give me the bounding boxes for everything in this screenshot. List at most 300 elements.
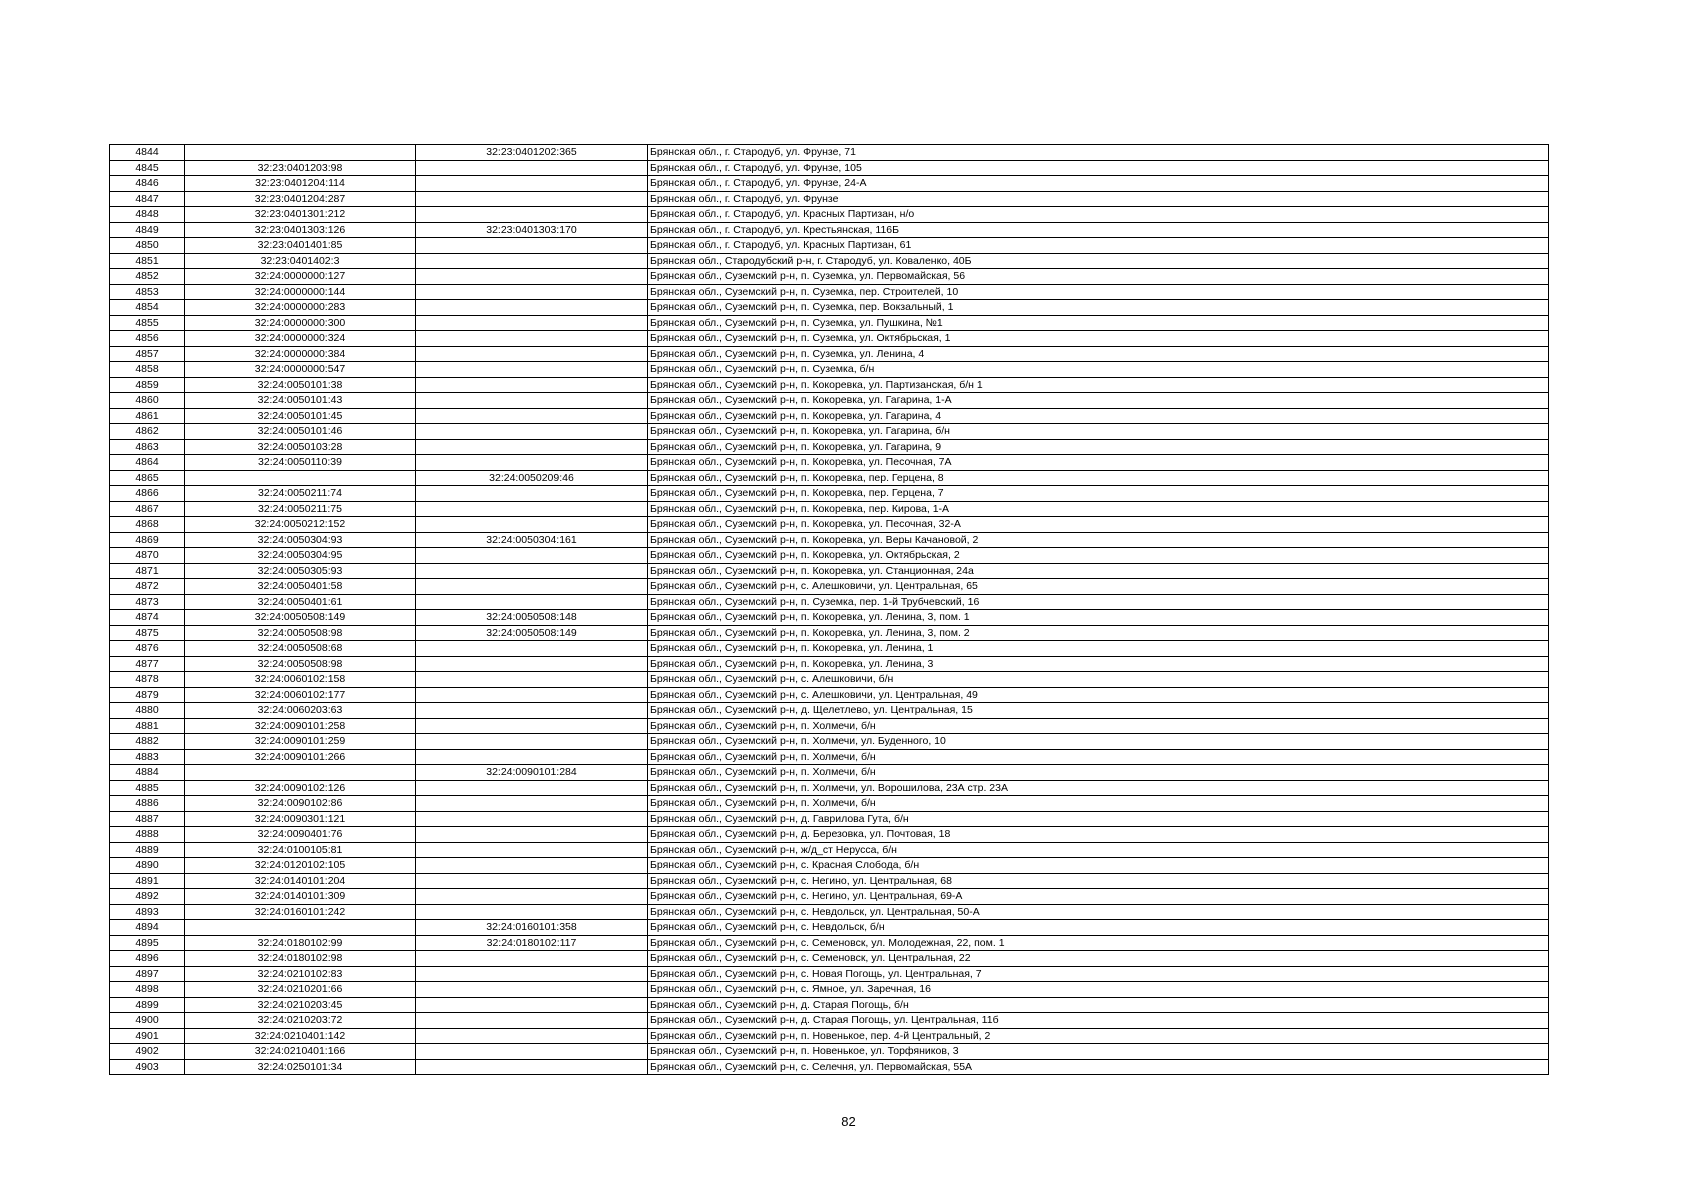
related-cadastral-number-cell xyxy=(416,889,648,905)
cadastral-number-cell: 32:24:0210102:83 xyxy=(185,966,416,982)
address-cell: Брянская обл., Суземский р-н, д. Старая Погощь, б/н xyxy=(648,997,1549,1013)
cadastral-number-cell: 32:24:0210401:142 xyxy=(185,1028,416,1044)
table-row xyxy=(110,672,1549,688)
row-number-cell: 4894 xyxy=(110,920,185,936)
address-cell: Брянская обл., Суземский р-н, д. Щелетлево, ул. Центральная, 15 xyxy=(648,703,1549,719)
related-cadastral-number-cell xyxy=(416,1044,648,1060)
address-cell: Брянская обл., г. Стародуб, ул. Фрунзе, 24-А xyxy=(648,176,1549,192)
cadastral-number-cell: 32:24:0050103:28 xyxy=(185,439,416,455)
cadastral-number-cell: 32:24:0000000:144 xyxy=(185,284,416,300)
address-cell: Брянская обл., Суземский р-н, с. Селечня, ул. Первомайская, 55А xyxy=(648,1059,1549,1075)
cadastral-number-cell: 32:24:0050304:95 xyxy=(185,548,416,564)
address-cell: Брянская обл., Суземский р-н, п. Суземка, пер. 1-й Трубчевский, 16 xyxy=(648,594,1549,610)
cadastral-number-cell: 32:24:0050401:58 xyxy=(185,579,416,595)
cadastral-number-cell: 32:24:0000000:283 xyxy=(185,300,416,316)
cadastral-number-cell: 32:24:0100105:81 xyxy=(185,842,416,858)
cadastral-number-cell: 32:24:0180102:98 xyxy=(185,951,416,967)
related-cadastral-number-cell xyxy=(416,966,648,982)
address-cell: Брянская обл., Суземский р-н, п. Кокоревка, ул. Ленина, 3 xyxy=(648,656,1549,672)
cadastral-number-cell: 32:24:0090102:126 xyxy=(185,780,416,796)
cadastral-number-cell: 32:24:0090101:258 xyxy=(185,718,416,734)
address-cell: Брянская обл., Суземский р-н, п. Кокоревка, ул. Гагарина, 9 xyxy=(648,439,1549,455)
address-cell: Брянская обл., Суземский р-н, п. Кокоревка, пер. Герцена, 7 xyxy=(648,486,1549,502)
cadastral-number-cell: 32:24:0050101:43 xyxy=(185,393,416,409)
row-number-cell: 4869 xyxy=(110,532,185,548)
table-row xyxy=(110,889,1549,905)
row-number-cell: 4871 xyxy=(110,563,185,579)
related-cadastral-number-cell xyxy=(416,563,648,579)
related-cadastral-number-cell xyxy=(416,687,648,703)
related-cadastral-number-cell: 32:24:0050508:148 xyxy=(416,610,648,626)
row-number-cell: 4870 xyxy=(110,548,185,564)
row-number-cell: 4857 xyxy=(110,346,185,362)
address-cell: Брянская обл., Суземский р-н, п. Суземка, ул. Первомайская, 56 xyxy=(648,269,1549,285)
related-cadastral-number-cell xyxy=(416,718,648,734)
row-number-cell: 4861 xyxy=(110,408,185,424)
address-cell: Брянская обл., Суземский р-н, с. Красная Слобода, б/н xyxy=(648,858,1549,874)
row-number-cell: 4846 xyxy=(110,176,185,192)
address-cell: Брянская обл., Суземский р-н, п. Кокоревка, ул. Ленина, 3, пом. 2 xyxy=(648,625,1549,641)
related-cadastral-number-cell xyxy=(416,238,648,254)
row-number-cell: 4845 xyxy=(110,160,185,176)
address-cell: Брянская обл., Суземский р-н, д. Гаврилова Гута, б/н xyxy=(648,811,1549,827)
cadastral-number-cell: 32:24:0210401:166 xyxy=(185,1044,416,1060)
row-number-cell: 4864 xyxy=(110,455,185,471)
cadastral-number-cell: 32:24:0120102:105 xyxy=(185,858,416,874)
address-cell: Брянская обл., г. Стародуб, ул. Красных Партизан, 61 xyxy=(648,238,1549,254)
table-row xyxy=(110,160,1549,176)
table-row xyxy=(110,145,1549,161)
address-cell: Брянская обл., г. Стародуб, ул. Фрунзе xyxy=(648,191,1549,207)
table-row xyxy=(110,424,1549,440)
related-cadastral-number-cell xyxy=(416,377,648,393)
cadastral-number-cell: 32:23:0401303:126 xyxy=(185,222,416,238)
table-row xyxy=(110,1059,1549,1075)
row-number-cell: 4872 xyxy=(110,579,185,595)
row-number-cell: 4855 xyxy=(110,315,185,331)
row-number-cell: 4877 xyxy=(110,656,185,672)
row-number-cell: 4859 xyxy=(110,377,185,393)
table-row xyxy=(110,641,1549,657)
cadastral-number-cell xyxy=(185,470,416,486)
cadastral-number-cell: 32:24:0060102:158 xyxy=(185,672,416,688)
address-cell: Брянская обл., г. Стародуб, ул. Фрунзе, 71 xyxy=(648,145,1549,161)
related-cadastral-number-cell xyxy=(416,160,648,176)
table-row xyxy=(110,873,1549,889)
address-cell: Брянская обл., Суземский р-н, п. Кокоревка, пер. Герцена, 8 xyxy=(648,470,1549,486)
related-cadastral-number-cell: 32:23:0401303:170 xyxy=(416,222,648,238)
row-number-cell: 4881 xyxy=(110,718,185,734)
address-cell: Брянская обл., Суземский р-н, п. Кокоревка, ул. Гагарина, 4 xyxy=(648,408,1549,424)
table-row xyxy=(110,548,1549,564)
table-row xyxy=(110,346,1549,362)
cadastral-number-cell xyxy=(185,765,416,781)
row-number-cell: 4844 xyxy=(110,145,185,161)
related-cadastral-number-cell xyxy=(416,1028,648,1044)
address-cell: Брянская обл., Суземский р-н, п. Новенькое, пер. 4-й Центральный, 2 xyxy=(648,1028,1549,1044)
table-row xyxy=(110,997,1549,1013)
cadastral-number-cell: 32:24:0000000:300 xyxy=(185,315,416,331)
related-cadastral-number-cell xyxy=(416,486,648,502)
table-row xyxy=(110,1013,1549,1029)
cadastral-number-cell: 32:24:0060203:63 xyxy=(185,703,416,719)
table-row xyxy=(110,315,1549,331)
row-number-cell: 4889 xyxy=(110,842,185,858)
related-cadastral-number-cell xyxy=(416,439,648,455)
address-cell: Брянская обл., Суземский р-н, п. Холмечи, ул. Ворошилова, 23А стр. 23А xyxy=(648,780,1549,796)
related-cadastral-number-cell xyxy=(416,656,648,672)
row-number-cell: 4884 xyxy=(110,765,185,781)
table-row xyxy=(110,207,1549,223)
table-row xyxy=(110,749,1549,765)
related-cadastral-number-cell xyxy=(416,842,648,858)
row-number-cell: 4862 xyxy=(110,424,185,440)
related-cadastral-number-cell xyxy=(416,579,648,595)
row-number-cell: 4886 xyxy=(110,796,185,812)
table-row xyxy=(110,269,1549,285)
row-number-cell: 4899 xyxy=(110,997,185,1013)
address-cell: Брянская обл., Суземский р-н, д. Старая Погощь, ул. Центральная, 11б xyxy=(648,1013,1549,1029)
table-row xyxy=(110,253,1549,269)
cadastral-number-cell: 32:24:0210201:66 xyxy=(185,982,416,998)
table-row xyxy=(110,796,1549,812)
row-number-cell: 4851 xyxy=(110,253,185,269)
related-cadastral-number-cell xyxy=(416,501,648,517)
address-cell: Брянская обл., Суземский р-н, с. Семеновск, ул. Центральная, 22 xyxy=(648,951,1549,967)
row-number-cell: 4873 xyxy=(110,594,185,610)
related-cadastral-number-cell xyxy=(416,253,648,269)
cadastral-number-cell: 32:24:0050508:68 xyxy=(185,641,416,657)
table-row xyxy=(110,579,1549,595)
row-number-cell: 4853 xyxy=(110,284,185,300)
table-row xyxy=(110,222,1549,238)
related-cadastral-number-cell xyxy=(416,641,648,657)
row-number-cell: 4850 xyxy=(110,238,185,254)
table-row xyxy=(110,951,1549,967)
table-row xyxy=(110,858,1549,874)
cadastral-number-cell: 32:24:0160101:242 xyxy=(185,904,416,920)
table-row xyxy=(110,176,1549,192)
related-cadastral-number-cell: 32:24:0050508:149 xyxy=(416,625,648,641)
address-cell: Брянская обл., Суземский р-н, с. Невдольск, ул. Центральная, 50-А xyxy=(648,904,1549,920)
related-cadastral-number-cell xyxy=(416,284,648,300)
table-row xyxy=(110,920,1549,936)
related-cadastral-number-cell: 32:24:0180102:117 xyxy=(416,935,648,951)
related-cadastral-number-cell xyxy=(416,982,648,998)
related-cadastral-number-cell xyxy=(416,315,648,331)
row-number-cell: 4897 xyxy=(110,966,185,982)
cadastral-number-cell: 32:24:0210203:45 xyxy=(185,997,416,1013)
row-number-cell: 4896 xyxy=(110,951,185,967)
row-number-cell: 4891 xyxy=(110,873,185,889)
related-cadastral-number-cell xyxy=(416,780,648,796)
table-row xyxy=(110,827,1549,843)
cadastral-number-cell: 32:24:0140101:309 xyxy=(185,889,416,905)
cadastral-number-cell xyxy=(185,920,416,936)
related-cadastral-number-cell xyxy=(416,269,648,285)
related-cadastral-number-cell: 32:24:0160101:358 xyxy=(416,920,648,936)
related-cadastral-number-cell: 32:24:0050304:161 xyxy=(416,532,648,548)
row-number-cell: 4883 xyxy=(110,749,185,765)
table-row xyxy=(110,765,1549,781)
address-cell: Брянская обл., Суземский р-н, с. Ямное, ул. Заречная, 16 xyxy=(648,982,1549,998)
related-cadastral-number-cell xyxy=(416,997,648,1013)
cadastral-number-cell: 32:24:0050101:46 xyxy=(185,424,416,440)
address-cell: Брянская обл., Суземский р-н, п. Кокоревка, ул. Октябрьская, 2 xyxy=(648,548,1549,564)
address-cell: Брянская обл., г. Стародуб, ул. Красных Партизан, н/о xyxy=(648,207,1549,223)
row-number-cell: 4858 xyxy=(110,362,185,378)
related-cadastral-number-cell xyxy=(416,873,648,889)
row-number-cell: 4867 xyxy=(110,501,185,517)
row-number-cell: 4865 xyxy=(110,470,185,486)
cadastral-number-cell: 32:23:0401402:3 xyxy=(185,253,416,269)
cadastral-number-cell: 32:24:0250101:34 xyxy=(185,1059,416,1075)
cadastral-number-cell: 32:24:0050212:152 xyxy=(185,517,416,533)
address-cell: Брянская обл., Суземский р-н, п. Кокоревка, ул. Песочная, 32-А xyxy=(648,517,1549,533)
table-row xyxy=(110,780,1549,796)
address-cell: Брянская обл., Суземский р-н, с. Алешковичи, ул. Центральная, 49 xyxy=(648,687,1549,703)
row-number-cell: 4885 xyxy=(110,780,185,796)
address-cell: Брянская обл., Суземский р-н, п. Суземка, пер. Вокзальный, 1 xyxy=(648,300,1549,316)
row-number-cell: 4860 xyxy=(110,393,185,409)
related-cadastral-number-cell xyxy=(416,176,648,192)
related-cadastral-number-cell xyxy=(416,548,648,564)
cadastral-number-cell: 32:24:0050211:75 xyxy=(185,501,416,517)
related-cadastral-number-cell xyxy=(416,796,648,812)
table-row xyxy=(110,501,1549,517)
address-cell: Брянская обл., Суземский р-н, п. Кокоревка, пер. Кирова, 1-А xyxy=(648,501,1549,517)
related-cadastral-number-cell xyxy=(416,346,648,362)
cadastral-number-cell: 32:24:0090401:76 xyxy=(185,827,416,843)
table-row xyxy=(110,656,1549,672)
cadastral-number-cell: 32:24:0050401:61 xyxy=(185,594,416,610)
address-cell: Брянская обл., Суземский р-н, с. Семеновск, ул. Молодежная, 22, пом. 1 xyxy=(648,935,1549,951)
row-number-cell: 4852 xyxy=(110,269,185,285)
address-cell: Брянская обл., Суземский р-н, д. Березовка, ул. Почтовая, 18 xyxy=(648,827,1549,843)
address-cell: Брянская обл., Суземский р-н, п. Холмечи, б/н xyxy=(648,718,1549,734)
table-row xyxy=(110,610,1549,626)
related-cadastral-number-cell xyxy=(416,827,648,843)
cadastral-number-cell: 32:24:0210203:72 xyxy=(185,1013,416,1029)
related-cadastral-number-cell xyxy=(416,811,648,827)
row-number-cell: 4898 xyxy=(110,982,185,998)
row-number-cell: 4901 xyxy=(110,1028,185,1044)
cadastral-number-cell: 32:24:0050508:149 xyxy=(185,610,416,626)
related-cadastral-number-cell xyxy=(416,424,648,440)
row-number-cell: 4874 xyxy=(110,610,185,626)
cadastral-number-cell: 32:24:0000000:324 xyxy=(185,331,416,347)
address-cell: Брянская обл., Суземский р-н, с. Алешковичи, б/н xyxy=(648,672,1549,688)
row-number-cell: 4863 xyxy=(110,439,185,455)
related-cadastral-number-cell: 32:23:0401202:365 xyxy=(416,145,648,161)
related-cadastral-number-cell xyxy=(416,393,648,409)
table-row xyxy=(110,191,1549,207)
cadastral-number-cell: 32:23:0401301:212 xyxy=(185,207,416,223)
address-cell: Брянская обл., г. Стародуб, ул. Фрунзе, 105 xyxy=(648,160,1549,176)
address-cell: Брянская обл., Стародубский р-н, г. Стародуб, ул. Коваленко, 40Б xyxy=(648,253,1549,269)
row-number-cell: 4903 xyxy=(110,1059,185,1075)
related-cadastral-number-cell xyxy=(416,517,648,533)
address-cell: Брянская обл., Суземский р-н, п. Холмечи, б/н xyxy=(648,765,1549,781)
address-cell: Брянская обл., Суземский р-н, п. Холмечи, б/н xyxy=(648,749,1549,765)
cadastral-number-cell: 32:24:0000000:547 xyxy=(185,362,416,378)
row-number-cell: 4879 xyxy=(110,687,185,703)
table-row xyxy=(110,331,1549,347)
cadastral-number-cell: 32:24:0050508:98 xyxy=(185,625,416,641)
table-row xyxy=(110,408,1549,424)
table-row xyxy=(110,455,1549,471)
address-cell: Брянская обл., Суземский р-н, п. Кокоревка, ул. Веры Качановой, 2 xyxy=(648,532,1549,548)
row-number-cell: 4878 xyxy=(110,672,185,688)
related-cadastral-number-cell xyxy=(416,455,648,471)
row-number-cell: 4848 xyxy=(110,207,185,223)
table-row xyxy=(110,300,1549,316)
related-cadastral-number-cell xyxy=(416,207,648,223)
table-row xyxy=(110,625,1549,641)
address-cell: Брянская обл., Суземский р-н, п. Кокоревка, ул. Гагарина, 1-А xyxy=(648,393,1549,409)
table-row xyxy=(110,486,1549,502)
row-number-cell: 4888 xyxy=(110,827,185,843)
table-row xyxy=(110,842,1549,858)
cadastral-number-cell: 32:24:0050304:93 xyxy=(185,532,416,548)
row-number-cell: 4893 xyxy=(110,904,185,920)
address-cell: Брянская обл., Суземский р-н, п. Кокоревка, ул. Партизанская, б/н 1 xyxy=(648,377,1549,393)
related-cadastral-number-cell xyxy=(416,703,648,719)
table-row xyxy=(110,718,1549,734)
cadastral-number-cell: 32:24:0050211:74 xyxy=(185,486,416,502)
related-cadastral-number-cell: 32:24:0050209:46 xyxy=(416,470,648,486)
cadastral-number-cell: 32:23:0401204:287 xyxy=(185,191,416,207)
row-number-cell: 4875 xyxy=(110,625,185,641)
related-cadastral-number-cell xyxy=(416,749,648,765)
table-row xyxy=(110,377,1549,393)
address-cell: Брянская обл., Суземский р-н, п. Суземка, пер. Строителей, 10 xyxy=(648,284,1549,300)
address-cell: Брянская обл., Суземский р-н, ж/д_ст Нерусса, б/н xyxy=(648,842,1549,858)
row-number-cell: 4868 xyxy=(110,517,185,533)
row-number-cell: 4876 xyxy=(110,641,185,657)
table-row xyxy=(110,517,1549,533)
cadastral-number-cell: 32:24:0090101:266 xyxy=(185,749,416,765)
address-cell: Брянская обл., Суземский р-н, п. Кокоревка, ул. Песочная, 7А xyxy=(648,455,1549,471)
address-cell: Брянская обл., Суземский р-н, п. Кокоревка, ул. Гагарина, б/н xyxy=(648,424,1549,440)
row-number-cell: 4856 xyxy=(110,331,185,347)
row-number-cell: 4895 xyxy=(110,935,185,951)
table-row xyxy=(110,904,1549,920)
related-cadastral-number-cell: 32:24:0090101:284 xyxy=(416,765,648,781)
address-cell: Брянская обл., Суземский р-н, с. Невдольск, б/н xyxy=(648,920,1549,936)
table-row xyxy=(110,734,1549,750)
cadastral-number-cell: 32:24:0180102:99 xyxy=(185,935,416,951)
page-number: 82 xyxy=(841,1114,856,1129)
table-row xyxy=(110,687,1549,703)
address-cell: Брянская обл., Суземский р-н, п. Холмечи, ул. Буденного, 10 xyxy=(648,734,1549,750)
table-row xyxy=(110,1044,1549,1060)
table-row xyxy=(110,393,1549,409)
registry-table xyxy=(109,144,1549,1075)
address-cell: Брянская обл., Суземский р-н, с. Негино, ул. Центральная, 69-А xyxy=(648,889,1549,905)
table-row xyxy=(110,439,1549,455)
table-row xyxy=(110,703,1549,719)
address-cell: Брянская обл., Суземский р-н, с. Негино, ул. Центральная, 68 xyxy=(648,873,1549,889)
table-row xyxy=(110,935,1549,951)
related-cadastral-number-cell xyxy=(416,951,648,967)
table-row xyxy=(110,284,1549,300)
address-cell: Брянская обл., Суземский р-н, п. Кокоревка, ул. Ленина, 3, пом. 1 xyxy=(648,610,1549,626)
table-row xyxy=(110,563,1549,579)
cadastral-number-cell: 32:24:0050110:39 xyxy=(185,455,416,471)
cadastral-number-cell: 32:24:0140101:204 xyxy=(185,873,416,889)
cadastral-number-cell: 32:24:0000000:127 xyxy=(185,269,416,285)
row-number-cell: 4902 xyxy=(110,1044,185,1060)
address-cell: Брянская обл., Суземский р-н, п. Кокоревка, ул. Ленина, 1 xyxy=(648,641,1549,657)
address-cell: Брянская обл., Суземский р-н, с. Алешковичи, ул. Центральная, 65 xyxy=(648,579,1549,595)
address-cell: Брянская обл., Суземский р-н, п. Суземка, ул. Ленина, 4 xyxy=(648,346,1549,362)
related-cadastral-number-cell xyxy=(416,362,648,378)
row-number-cell: 4847 xyxy=(110,191,185,207)
row-number-cell: 4890 xyxy=(110,858,185,874)
table-row xyxy=(110,982,1549,998)
table-row xyxy=(110,470,1549,486)
address-cell: Брянская обл., Суземский р-н, п. Суземка, б/н xyxy=(648,362,1549,378)
cadastral-number-cell: 32:24:0090301:121 xyxy=(185,811,416,827)
cadastral-number-cell: 32:24:0060102:177 xyxy=(185,687,416,703)
table-row xyxy=(110,966,1549,982)
related-cadastral-number-cell xyxy=(416,594,648,610)
row-number-cell: 4900 xyxy=(110,1013,185,1029)
address-cell: Брянская обл., Суземский р-н, п. Суземка, ул. Октябрьская, 1 xyxy=(648,331,1549,347)
row-number-cell: 4854 xyxy=(110,300,185,316)
related-cadastral-number-cell xyxy=(416,408,648,424)
address-cell: Брянская обл., Суземский р-н, с. Новая Погощь, ул. Центральная, 7 xyxy=(648,966,1549,982)
related-cadastral-number-cell xyxy=(416,1013,648,1029)
row-number-cell: 4882 xyxy=(110,734,185,750)
table-row xyxy=(110,532,1549,548)
cadastral-number-cell: 32:23:0401203:98 xyxy=(185,160,416,176)
related-cadastral-number-cell xyxy=(416,858,648,874)
table-row xyxy=(110,238,1549,254)
row-number-cell: 4892 xyxy=(110,889,185,905)
related-cadastral-number-cell xyxy=(416,300,648,316)
cadastral-number-cell xyxy=(185,145,416,161)
related-cadastral-number-cell xyxy=(416,734,648,750)
cadastral-number-cell: 32:24:0050101:38 xyxy=(185,377,416,393)
cadastral-number-cell: 32:23:0401204:114 xyxy=(185,176,416,192)
address-cell: Брянская обл., Суземский р-н, п. Новенькое, ул. Торфяников, 3 xyxy=(648,1044,1549,1060)
table-row xyxy=(110,362,1549,378)
address-cell: Брянская обл., Суземский р-н, п. Суземка, ул. Пушкина, №1 xyxy=(648,315,1549,331)
cadastral-number-cell: 32:24:0090101:259 xyxy=(185,734,416,750)
cadastral-number-cell: 32:23:0401401:85 xyxy=(185,238,416,254)
row-number-cell: 4880 xyxy=(110,703,185,719)
related-cadastral-number-cell xyxy=(416,191,648,207)
cadastral-number-cell: 32:24:0050101:45 xyxy=(185,408,416,424)
table-row xyxy=(110,811,1549,827)
address-cell: Брянская обл., Суземский р-н, п. Холмечи, б/н xyxy=(648,796,1549,812)
cadastral-number-cell: 32:24:0090102:86 xyxy=(185,796,416,812)
address-cell: Брянская обл., Суземский р-н, п. Кокоревка, ул. Станционная, 24а xyxy=(648,563,1549,579)
related-cadastral-number-cell xyxy=(416,331,648,347)
related-cadastral-number-cell xyxy=(416,1059,648,1075)
registry-table-body xyxy=(110,145,1549,1075)
related-cadastral-number-cell xyxy=(416,672,648,688)
address-cell: Брянская обл., г. Стародуб, ул. Крестьянская, 116Б xyxy=(648,222,1549,238)
cadastral-number-cell: 32:24:0000000:384 xyxy=(185,346,416,362)
cadastral-number-cell: 32:24:0050508:98 xyxy=(185,656,416,672)
table-row xyxy=(110,594,1549,610)
row-number-cell: 4849 xyxy=(110,222,185,238)
row-number-cell: 4866 xyxy=(110,486,185,502)
related-cadastral-number-cell xyxy=(416,904,648,920)
